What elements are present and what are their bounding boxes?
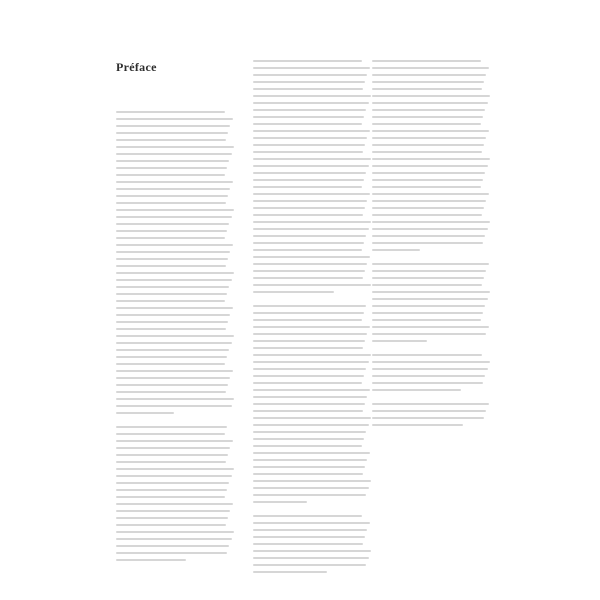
text-line	[253, 452, 370, 454]
text-line	[372, 74, 486, 76]
text-line	[253, 179, 364, 181]
text-line	[253, 95, 371, 97]
text-line	[372, 172, 485, 174]
text-line	[116, 167, 227, 169]
text-line	[253, 158, 371, 160]
text-line	[372, 137, 486, 139]
text-line	[372, 298, 488, 300]
text-line	[372, 417, 484, 419]
text-line	[116, 209, 234, 211]
text-line	[372, 193, 489, 195]
text-line	[253, 550, 371, 552]
text-line	[253, 242, 364, 244]
text-line	[253, 319, 362, 321]
text-line	[372, 249, 420, 251]
text-line	[116, 237, 225, 239]
text-line	[253, 270, 365, 272]
text-line	[253, 389, 370, 391]
text-line	[116, 153, 232, 155]
text-line	[116, 538, 232, 540]
text-line	[372, 186, 481, 188]
text-line	[372, 165, 488, 167]
text-line	[372, 151, 482, 153]
text-line	[372, 410, 486, 412]
text-column-2	[253, 60, 371, 578]
text-line	[253, 340, 365, 342]
text-line	[372, 221, 490, 223]
text-line	[372, 116, 483, 118]
text-line	[372, 368, 488, 370]
text-line	[372, 284, 482, 286]
text-line	[253, 522, 370, 524]
paragraph-gap	[372, 256, 490, 263]
text-line	[116, 230, 227, 232]
text-column-3	[372, 60, 490, 431]
text-line	[372, 179, 483, 181]
text-line	[116, 377, 230, 379]
text-line	[372, 88, 482, 90]
text-line	[116, 300, 225, 302]
text-line	[253, 403, 365, 405]
text-line	[253, 74, 367, 76]
text-line	[372, 228, 488, 230]
text-line	[372, 60, 481, 62]
text-line	[253, 102, 369, 104]
text-line	[116, 503, 233, 505]
text-line	[253, 494, 366, 496]
text-line	[253, 438, 364, 440]
text-line	[253, 480, 371, 482]
text-line	[253, 207, 365, 209]
text-line	[253, 543, 363, 545]
text-line	[253, 417, 371, 419]
text-line	[253, 235, 366, 237]
text-line	[372, 354, 482, 356]
text-line	[116, 244, 233, 246]
text-line	[116, 496, 225, 498]
text-line	[116, 412, 174, 414]
text-line	[116, 391, 226, 393]
text-line	[253, 277, 363, 279]
text-line	[372, 95, 490, 97]
text-line	[116, 125, 230, 127]
text-line	[253, 445, 362, 447]
text-line	[116, 426, 227, 428]
text-line	[372, 424, 463, 426]
text-line	[253, 249, 362, 251]
paragraph-gap	[372, 396, 490, 403]
text-line	[253, 200, 367, 202]
text-line	[253, 375, 364, 377]
text-line	[253, 228, 369, 230]
text-line	[372, 277, 484, 279]
text-line	[116, 265, 226, 267]
text-line	[253, 571, 327, 573]
text-line	[253, 221, 371, 223]
text-line	[253, 361, 369, 363]
text-line	[253, 214, 363, 216]
text-line	[372, 312, 483, 314]
text-line	[116, 160, 229, 162]
text-line	[372, 382, 483, 384]
text-line	[116, 321, 228, 323]
text-line	[116, 454, 228, 456]
text-line	[253, 354, 371, 356]
text-line	[372, 319, 481, 321]
text-column-1	[116, 111, 234, 566]
text-line	[116, 433, 225, 435]
text-line	[372, 375, 485, 377]
text-line	[372, 158, 490, 160]
text-line	[116, 552, 227, 554]
text-line	[253, 431, 366, 433]
text-line	[116, 286, 229, 288]
text-line	[116, 524, 226, 526]
text-line	[253, 410, 363, 412]
text-line	[116, 314, 230, 316]
text-line	[116, 335, 234, 337]
text-line	[116, 293, 227, 295]
text-line	[372, 102, 488, 104]
text-line	[116, 272, 234, 274]
text-line	[253, 312, 364, 314]
text-line	[253, 347, 363, 349]
text-line	[116, 405, 232, 407]
text-line	[116, 349, 229, 351]
text-line	[116, 384, 228, 386]
text-line	[253, 564, 366, 566]
text-line	[253, 536, 365, 538]
text-line	[116, 223, 229, 225]
text-line	[116, 251, 230, 253]
text-line	[253, 333, 367, 335]
text-line	[253, 193, 370, 195]
text-line	[253, 151, 363, 153]
text-line	[253, 473, 363, 475]
text-line	[253, 515, 362, 517]
text-line	[253, 116, 364, 118]
text-line	[372, 389, 461, 391]
text-line	[372, 81, 484, 83]
text-line	[116, 202, 226, 204]
text-line	[253, 459, 367, 461]
text-line	[253, 284, 371, 286]
text-line	[372, 130, 489, 132]
text-line	[116, 174, 225, 176]
text-line	[253, 487, 369, 489]
text-line	[372, 109, 485, 111]
text-line	[253, 67, 370, 69]
text-line	[253, 172, 366, 174]
text-line	[253, 382, 362, 384]
text-line	[253, 263, 367, 265]
text-line	[116, 279, 232, 281]
text-line	[116, 559, 186, 561]
text-line	[372, 291, 490, 293]
text-line	[116, 195, 228, 197]
text-line	[372, 403, 489, 405]
text-line	[116, 363, 225, 365]
text-line	[116, 146, 234, 148]
text-line	[253, 396, 367, 398]
text-line	[253, 123, 362, 125]
text-line	[253, 109, 366, 111]
text-line	[372, 270, 486, 272]
paragraph-gap	[253, 298, 371, 305]
text-line	[116, 545, 229, 547]
text-line	[372, 200, 486, 202]
text-line	[116, 181, 233, 183]
text-line	[116, 188, 230, 190]
text-line	[372, 144, 484, 146]
text-line	[253, 81, 365, 83]
text-line	[116, 118, 233, 120]
text-line	[372, 263, 489, 265]
text-line	[372, 123, 481, 125]
text-line	[253, 529, 367, 531]
text-line	[116, 258, 228, 260]
paragraph-gap	[116, 419, 234, 426]
text-line	[116, 216, 232, 218]
text-line	[372, 326, 489, 328]
text-line	[253, 144, 365, 146]
text-line	[116, 447, 230, 449]
text-line	[116, 370, 233, 372]
text-line	[116, 139, 226, 141]
text-line	[372, 333, 486, 335]
text-line	[372, 235, 485, 237]
text-line	[116, 132, 228, 134]
text-line	[253, 165, 369, 167]
text-line	[253, 186, 362, 188]
text-line	[253, 305, 366, 307]
text-line	[372, 361, 490, 363]
text-line	[116, 468, 234, 470]
text-line	[253, 368, 366, 370]
text-line	[116, 482, 229, 484]
text-line	[253, 557, 369, 559]
text-line	[253, 256, 370, 258]
text-line	[116, 398, 234, 400]
text-line	[116, 440, 233, 442]
text-line	[372, 67, 489, 69]
text-line	[372, 340, 427, 342]
text-line	[116, 328, 226, 330]
text-line	[372, 207, 484, 209]
text-line	[116, 461, 226, 463]
text-line	[253, 466, 365, 468]
text-line	[253, 291, 334, 293]
text-line	[253, 130, 370, 132]
text-line	[116, 307, 233, 309]
text-line	[253, 501, 307, 503]
text-line	[116, 517, 228, 519]
text-line	[116, 342, 232, 344]
paragraph-gap	[372, 347, 490, 354]
text-line	[253, 424, 369, 426]
page-title: Préface	[116, 60, 157, 74]
paragraph-gap	[253, 508, 371, 515]
text-line	[372, 242, 483, 244]
text-line	[253, 88, 363, 90]
text-line	[116, 111, 225, 113]
text-line	[253, 60, 362, 62]
text-line	[253, 326, 370, 328]
text-line	[116, 489, 227, 491]
text-line	[116, 531, 234, 533]
text-line	[372, 305, 485, 307]
text-line	[116, 475, 232, 477]
text-line	[253, 137, 367, 139]
text-line	[372, 214, 482, 216]
text-line	[116, 356, 227, 358]
text-line	[116, 510, 230, 512]
